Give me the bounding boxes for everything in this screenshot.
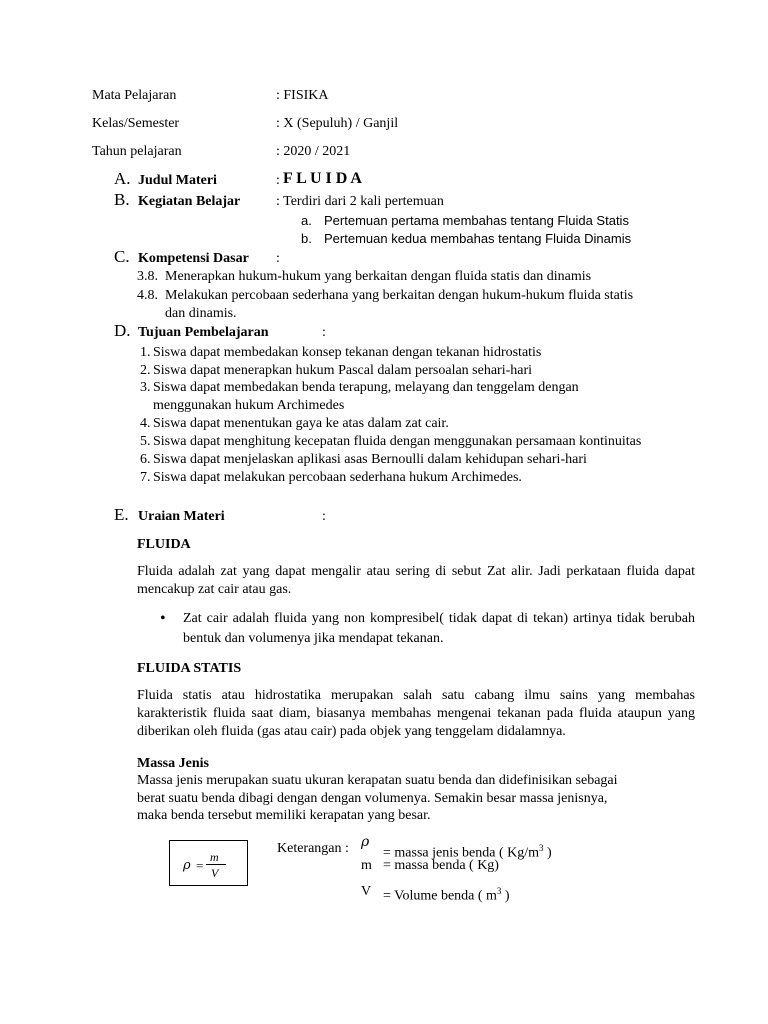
section-c-title: Kompetensi Dasar	[138, 251, 249, 266]
list-marker: 2.	[140, 363, 151, 378]
year-label: Tahun pelajaran	[92, 144, 182, 159]
list-item-continuation: dan dinamis.	[165, 306, 237, 321]
list-marker: 3.	[140, 380, 151, 395]
heading-massa-jenis: Massa Jenis	[137, 756, 209, 771]
keterangan-label: Keterangan :	[277, 841, 349, 856]
section-c-letter: C.	[114, 247, 130, 266]
list-item: Siswa dapat membedakan benda terapung, melayang dan tenggelam dengan	[153, 380, 579, 395]
list-marker: 7.	[140, 470, 151, 485]
formula-denominator: V	[211, 866, 219, 880]
section-d-title: Tujuan Pembelajaran	[138, 325, 269, 340]
keterangan-v-text: = Volume benda ( $m^3$ )	[383, 886, 510, 904]
list-item: Pertemuan kedua membahas tentang Fluida Dinamis	[324, 231, 632, 246]
list-item: Melakukan percobaan sederhana yang berkaitan dengan hukum-hukum fluida statis	[165, 288, 634, 303]
section-e-colon: :	[322, 509, 326, 524]
subject-label: Mata Pelajaran	[92, 88, 177, 103]
list-marker: 4.8.	[137, 288, 158, 303]
list-item: Siswa dapat menerapkan hukum Pascal dalam persoalan sehari-hari	[153, 363, 533, 378]
bullet-icon: •	[160, 610, 166, 627]
paragraph-fluida: Fluida adalah zat yang dapat mengalir atau sering di sebut Zat alir. Jadi perkataan fluida dapat mencakup zat cair atau gas.	[137, 564, 695, 597]
list-marker: b.	[301, 231, 312, 246]
heading-fluida-statis: FLUIDA STATIS	[137, 661, 242, 676]
section-a-value: F L U I D A	[283, 170, 362, 187]
list-item: Siswa dapat menghitung kecepatan fluida dengan menggunakan persamaan kontinuitas	[153, 434, 642, 449]
section-a-title: Judul Materi	[138, 173, 217, 188]
list-item: Siswa dapat menentukan gaya ke atas dalam zat cair.	[153, 416, 449, 431]
class-value: : X (Sepuluh) / Ganjil	[276, 116, 399, 131]
class-label: Kelas/Semester	[92, 116, 180, 131]
keterangan-rho-text: = massa jenis benda ( $Kg/m^3$ )	[383, 843, 552, 861]
section-c-colon: :	[276, 251, 280, 266]
section-a-letter: A.	[114, 169, 131, 188]
formula-box	[169, 840, 248, 886]
massa-jenis-line: berat suatu benda dibagi dengan dengan volumenya. Semakin besar massa jenisnya,	[137, 791, 608, 806]
list-marker: 5.	[140, 434, 151, 449]
section-a-colon: :	[276, 173, 280, 188]
keterangan-m-text: = massa benda ( Kg)	[383, 858, 499, 873]
list-item: Siswa dapat menjelaskan aplikasi asas Bernoulli dalam kehidupan sehari-hari	[153, 452, 587, 467]
list-marker: a.	[301, 213, 312, 228]
heading-fluida: FLUIDA	[137, 537, 191, 552]
section-b-value: : Terdiri dari 2 kali pertemuan	[276, 194, 444, 209]
section-b-letter: B.	[114, 190, 130, 209]
section-d-letter: D.	[114, 321, 131, 340]
bullet-text: Zat cair adalah fluida yang non kompresibel( tidak dapat di tekan) artinya tidak berubah bentuk dan volumenya jika mendapat tekanan.	[183, 611, 695, 646]
list-item: Menerapkan hukum-hukum yang berkaitan dengan fluida statis dan dinamis	[165, 269, 592, 284]
formula-numerator: m	[210, 850, 219, 864]
section-e-title: Uraian Materi	[138, 509, 225, 524]
list-item-continuation: menggunakan hukum Archimedes	[153, 398, 345, 413]
subject-value: : FISIKA	[276, 88, 329, 103]
rho-symbol: ρ	[183, 858, 191, 873]
list-marker: 6.	[140, 452, 151, 467]
massa-jenis-line: maka benda tersebut memiliki kerapatan yang besar.	[137, 808, 431, 823]
year-value: : 2020 / 2021	[276, 144, 351, 159]
list-item: Pertemuan pertama membahas tentang Fluida Statis	[324, 213, 629, 228]
section-b-title: Kegiatan Belajar	[138, 194, 241, 209]
formula-equals: =	[196, 858, 204, 873]
list-marker: 3.8.	[137, 269, 158, 284]
list-item: Siswa dapat membedakan konsep tekanan dengan tekanan hidrostatis	[153, 345, 542, 360]
section-e-letter: E.	[114, 505, 129, 524]
keterangan-v: V	[361, 884, 372, 899]
massa-jenis-line: Massa jenis merupakan suatu ukuran kerapatan suatu benda dan didefinisikan sebagai	[137, 773, 618, 788]
list-marker: 4.	[140, 416, 151, 431]
list-marker: 1.	[140, 345, 151, 360]
keterangan-rho: ρ	[361, 834, 370, 850]
section-d-colon: :	[322, 325, 326, 340]
paragraph-fluida-statis: Fluida statis atau hidrostatika merupakan salah satu cabang ilmu sains yang membahas karakteristik fluida saat diam, biasanya membahas mengenai tekanan pada fluida ataupun yang diberikan oleh fluida (gas atau cair) pada objek yang tenggelam didalamnya.	[137, 688, 695, 739]
list-item: Siswa dapat melakukan percobaan sederhana hukum Archimedes.	[153, 470, 522, 485]
keterangan-m: m	[361, 858, 372, 873]
